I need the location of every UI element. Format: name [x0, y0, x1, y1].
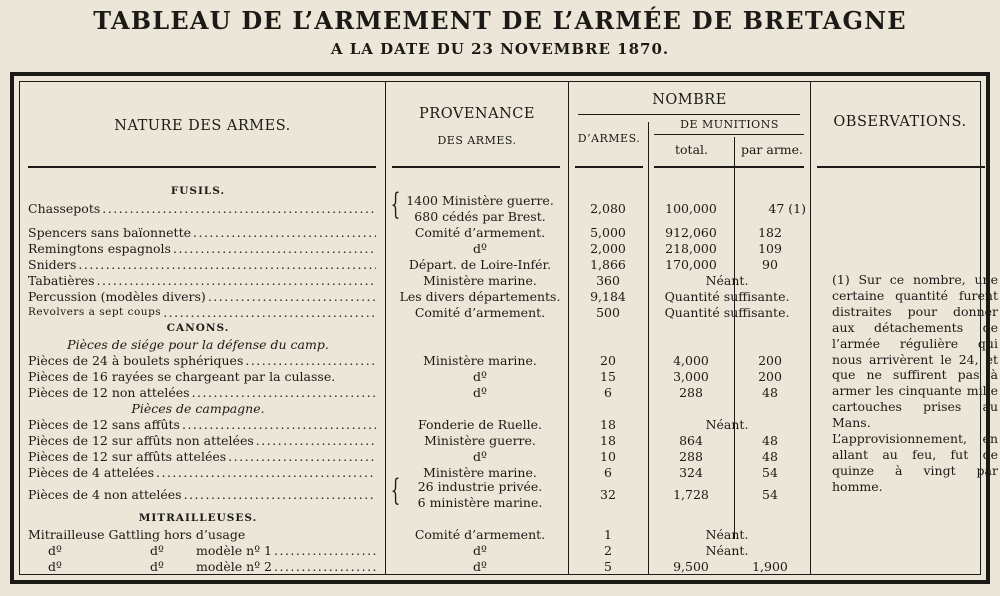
par-arme-cell: 90: [762, 257, 778, 272]
armament-table: [19, 81, 998, 575]
provenance-cell: Ministère marine.: [423, 273, 537, 288]
dot-leader: [173, 240, 376, 257]
armes-cell: 2: [604, 543, 612, 558]
nature-cell: [28, 352, 376, 369]
provenance-cell: Départ. de Loire-Infér.: [408, 257, 552, 272]
section-row: [20, 510, 980, 527]
par-arme-cell: 1,900: [752, 559, 788, 574]
header-rule: [578, 114, 800, 115]
dot-leader: [192, 384, 376, 401]
dot-leader: [96, 272, 376, 289]
provenance-cell: dº: [473, 385, 487, 400]
header-total: total.: [675, 142, 708, 157]
nature-label: Pièces de 4 non attelées: [28, 487, 182, 502]
table-row: [20, 526, 980, 543]
dot-leader: [274, 542, 376, 559]
par-arme-cell: 54: [762, 465, 778, 480]
nature-label: Revolvers a sept coups: [28, 306, 162, 318]
table-row: [20, 558, 980, 575]
nature-cell: [196, 558, 376, 575]
total-cell: 100,000: [665, 201, 717, 216]
provenance-cell: 26 industrie privée.: [417, 479, 543, 494]
total-cell: 3,000: [673, 369, 709, 384]
munitions-cell: Quantité suffisante.: [664, 305, 790, 320]
armes-cell: 2,080: [590, 201, 626, 216]
ditto-mark: dº: [150, 543, 164, 558]
header-provenance-sub: DES ARMES.: [437, 134, 517, 147]
armes-cell: 2,000: [590, 241, 626, 256]
provenance-cell: 680 cédés par Brest.: [414, 209, 546, 224]
nature-label: modèle nº 2: [196, 559, 273, 574]
provenance-cell: Ministère marine.: [423, 353, 537, 368]
provenance-cell: Comité d’armement.: [414, 527, 546, 542]
munitions-cell: Néant.: [705, 273, 749, 288]
nature-label: Pièces de 12 sans affûts: [28, 417, 180, 432]
dot-leader: [182, 416, 376, 433]
nature-label: Chassepots: [28, 201, 101, 216]
nature-label: Pièces de 4 attelées: [28, 465, 154, 480]
dot-leader: [228, 448, 376, 465]
nature-cell: [196, 542, 376, 559]
armes-cell: 5,000: [590, 225, 626, 240]
provenance-cell: Ministère marine.: [423, 465, 537, 480]
provenance-cell: Fonderie de Ruelle.: [418, 417, 542, 432]
munitions-cell: Quantité suffisante.: [664, 289, 790, 304]
nature-cell: [28, 448, 376, 465]
nature-cell: [28, 526, 376, 543]
dot-leader: [208, 288, 376, 305]
provenance-cell: 6 ministère marine.: [417, 495, 543, 510]
par-arme-cell: 54: [762, 487, 778, 502]
armes-cell: 20: [600, 353, 616, 368]
total-cell: 170,000: [665, 257, 717, 272]
armes-cell: 1: [604, 527, 612, 542]
munitions-cell: Néant.: [705, 543, 749, 558]
nature-cell: [28, 224, 376, 241]
nature-label: Percussion (modèles divers): [28, 289, 206, 304]
nature-label: Sniders: [28, 257, 77, 272]
par-arme-cell: 200: [758, 353, 782, 368]
subsection-campagne: Pièces de campagne.: [131, 401, 265, 416]
armes-cell: 32: [600, 487, 616, 502]
provenance-cell: dº: [473, 241, 487, 256]
header-d-armes: D’ARMES.: [577, 132, 641, 145]
header-rule: [28, 166, 376, 168]
subsection-siege: Pièces de siége pour la défense du camp.: [67, 337, 329, 352]
section-canons: CANONS.: [166, 322, 230, 334]
nature-label: Spencers sans baïonnette: [28, 225, 192, 240]
header-rule: [654, 166, 804, 168]
dot-leader: [78, 256, 376, 273]
table-row: [20, 224, 980, 241]
table-row: [20, 240, 980, 257]
armes-cell: 18: [600, 417, 616, 432]
nature-cell: [28, 416, 376, 433]
armes-cell: 360: [596, 273, 620, 288]
munitions-cell: Néant.: [705, 417, 749, 432]
nature-cell: [28, 432, 376, 449]
provenance-cell: Ministère guerre.: [424, 433, 536, 448]
dot-leader: [256, 432, 376, 449]
brace-icon: {: [390, 187, 401, 222]
dot-leader: [193, 224, 376, 241]
armes-cell: 1,866: [590, 257, 626, 272]
par-arme-cell: 200: [758, 369, 782, 384]
total-cell: 218,000: [665, 241, 717, 256]
armes-cell: 18: [600, 433, 616, 448]
armes-cell: 6: [604, 465, 612, 480]
nature-label: Tabatières: [28, 273, 95, 288]
par-arme-cell: 48: [762, 433, 778, 448]
nature-cell: [28, 304, 376, 321]
dot-leader: [274, 558, 376, 575]
page-title: TABLEAU DE L’ARMEMENT DE L’ARMÉE DE BRETAGNE: [93, 6, 907, 35]
total-cell: 1,728: [673, 487, 709, 502]
table-row: [20, 208, 980, 225]
header-rule: [575, 166, 643, 168]
nature-cell: [28, 368, 376, 385]
section-mitrailleuses: MITRAILLEUSES.: [138, 512, 258, 524]
nature-cell: [28, 240, 376, 257]
armes-cell: 10: [600, 449, 616, 464]
ditto-mark: dº: [48, 559, 62, 574]
total-cell: 288: [679, 449, 703, 464]
total-cell: 9,500: [673, 559, 709, 574]
provenance-cell: Les divers départements.: [399, 289, 561, 304]
table-row: [20, 494, 980, 511]
nature-label: Remingtons espagnols: [28, 241, 171, 256]
total-cell: 912,060: [665, 225, 717, 240]
par-arme-cell: 47 (1): [768, 201, 806, 216]
provenance-cell: 1400 Ministère guerre.: [406, 193, 554, 208]
provenance-cell: Comité d’armement.: [414, 225, 546, 240]
section-fusils: FUSILS.: [170, 185, 226, 197]
provenance-cell: dº: [473, 449, 487, 464]
armes-cell: 500: [596, 305, 620, 320]
brace-icon: {: [390, 473, 401, 508]
nature-label: Pièces de 16 rayées se chargeant par la culasse.: [28, 369, 336, 384]
par-arme-cell: 48: [762, 449, 778, 464]
nature-cell: [28, 256, 376, 273]
nature-cell: [28, 288, 376, 305]
nature-label: Pièces de 24 à boulets sphériques: [28, 353, 244, 368]
par-arme-cell: 109: [758, 241, 782, 256]
armes-cell: 15: [600, 369, 616, 384]
header-de-munitions: DE MUNITIONS: [680, 118, 779, 131]
total-cell: 4,000: [673, 353, 709, 368]
header-rule: [654, 134, 804, 135]
nature-label: Pièces de 12 sur affûts attelées: [28, 449, 227, 464]
nature-cell: [28, 272, 376, 289]
header-observations: OBSERVATIONS.: [833, 114, 967, 130]
header-rule: [817, 166, 985, 168]
nature-label: Mitrailleuse Gattling hors d’usage: [28, 527, 246, 542]
ditto-mark: dº: [150, 559, 164, 574]
header-provenance: PROVENANCE: [419, 106, 535, 122]
nature-label: modèle nº 1: [196, 543, 273, 558]
header-nature: NATURE DES ARMES.: [114, 118, 291, 134]
observations-note: (1) Sur ce nombre, une certaine quantité furent distraites pour donner aux détachements de l’armée régulière qui nous arrivèrent le 24, et que ne suffirent pas à armer les cinquante mille cartouches prises au Mans. L’approvisionnement, en allant au feu, fut de quinze à vingt par homme.: [832, 272, 998, 494]
page-subtitle: A LA DATE DU 23 NOVEMBRE 1870.: [330, 40, 670, 58]
provenance-cell: Comité d’armement.: [414, 305, 546, 320]
table-row: [20, 542, 980, 559]
par-arme-cell: 182: [758, 225, 782, 240]
provenance-cell: dº: [473, 369, 487, 384]
header-rule: [392, 166, 560, 168]
nature-label: Pièces de 12 non attelées: [28, 385, 190, 400]
nature-cell: [28, 384, 376, 401]
dot-leader: [163, 304, 376, 321]
par-arme-cell: 48: [762, 385, 778, 400]
armes-cell: 9,184: [590, 289, 626, 304]
nature-label: Pièces de 12 sur affûts non attelées: [28, 433, 254, 448]
table-frame: [10, 72, 998, 584]
table-row: [20, 256, 980, 273]
ditto-mark: dº: [48, 543, 62, 558]
munitions-cell: Néant.: [705, 527, 749, 542]
armes-cell: 5: [604, 559, 612, 574]
dot-leader: [245, 352, 376, 369]
header-par-arme: par arme.: [740, 142, 804, 157]
armes-cell: 6: [604, 385, 612, 400]
total-cell: 864: [679, 433, 703, 448]
total-cell: 288: [679, 385, 703, 400]
header-nombre: NOMBRE: [652, 92, 727, 108]
total-cell: 324: [679, 465, 703, 480]
provenance-cell: dº: [473, 559, 487, 574]
provenance-cell: dº: [473, 543, 487, 558]
